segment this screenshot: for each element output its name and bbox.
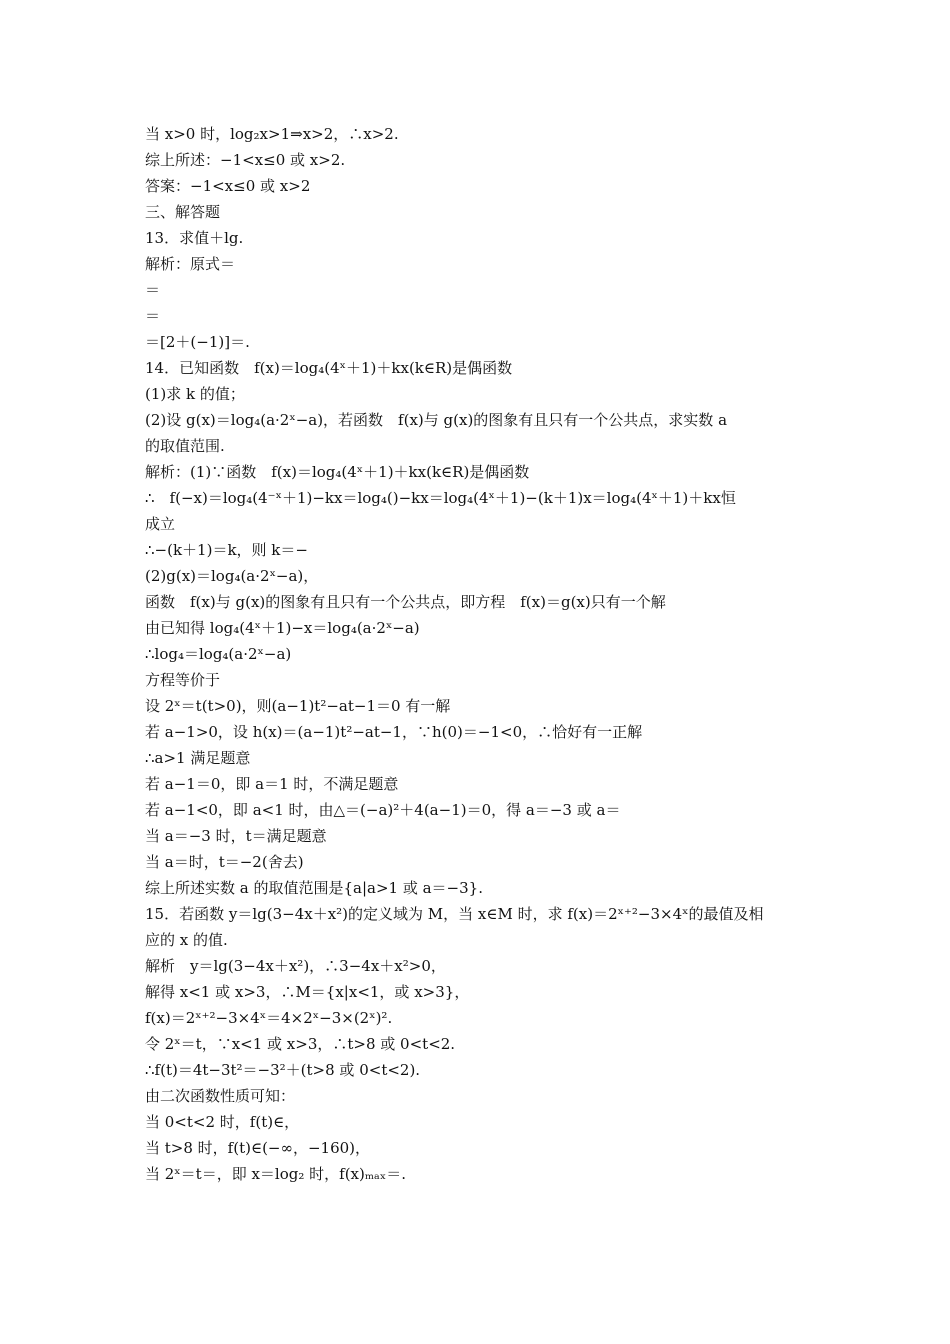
text-line: 15．若函数 y＝lg(3−4x＋x²)的定义域为 M，当 x∈M 时，求 f(x)＝2ˣ⁺²−3×4ˣ的最值及相 (145, 905, 764, 923)
text-line: 当 0<t<2 时，f(t)∈， (145, 1113, 300, 1131)
text-line: 若 a−1>0，设 h(x)＝(a−1)t²−at−1，∵h(0)＝−1<0，∴恰好有一正解 (145, 723, 643, 741)
text-line: 答案：−1<x≤0 或 x>2 (145, 177, 311, 195)
text-line: 令 2ˣ＝t，∵x<1 或 x>3，∴t>8 或 0<t<2. (145, 1035, 456, 1053)
text-line: ∴a>1 满足题意 (145, 749, 251, 767)
text-line: 当 x>0 时，log₂x>1⇒x>2，∴x>2. (145, 125, 399, 143)
text-line: 当 t>8 时，f(t)∈(−∞，−160)， (145, 1139, 371, 1157)
text-line: 解析：原式＝ (145, 255, 236, 273)
text-line: (1)求 k 的值； (145, 385, 245, 403)
text-line: (2)设 g(x)＝log₄(a·2ˣ−a)，若函数 f(x)与 g(x)的图象有且只有一个公共点，求实数 a (145, 411, 728, 429)
text-line: 设 2ˣ＝t(t>0)，则(a−1)t²−at−1＝0 有一解 (145, 697, 451, 715)
text-line: ＝ (145, 307, 161, 325)
text-line: 综上所述实数 a 的取值范围是{a|a>1 或 a＝−3}. (145, 879, 483, 897)
text-line: ∴−(k＋1)＝k，则 k＝− (145, 541, 308, 559)
text-line: ∴log₄＝log₄(a·2ˣ−a) (145, 645, 292, 663)
text-line: 应的 x 的值. (145, 931, 228, 949)
text-line: 解得 x<1 或 x>3，∴M＝{x|x<1，或 x>3}， (145, 983, 470, 1001)
text-line: 函数 f(x)与 g(x)的图象有且只有一个公共点，即方程 f(x)＝g(x)只有一个解 (145, 593, 666, 611)
text-line: 成立 (145, 515, 176, 533)
text-line: ∴ f(−x)＝log₄(4⁻ˣ＋1)−kx＝log₄()−kx＝log₄(4ˣ＋1)−(k＋1)x＝log₄(4ˣ＋1)＋kx恒 (145, 489, 736, 507)
text-line: 当 2ˣ＝t＝，即 x＝log₂ 时，f(x)ₘₐₓ＝. (145, 1165, 406, 1183)
text-line: 由二次函数性质可知： (145, 1087, 296, 1105)
text-line: 当 a＝时，t＝−2(舍去) (145, 853, 304, 871)
document-body (145, 121, 825, 1187)
text-line: ＝[2＋(−1)]＝. (145, 333, 250, 351)
text-line: 当 a＝−3 时，t＝满足题意 (145, 827, 327, 845)
text-line: 若 a−1<0，即 a<1 时，由△＝(−a)²＋4(a−1)＝0，得 a＝−3 或 a＝ (145, 801, 621, 819)
text-line: 14．已知函数 f(x)＝log₄(4ˣ＋1)＋kx(k∈R)是偶函数 (145, 359, 513, 377)
text-line: f(x)＝2ˣ⁺²−3×4ˣ＝4×2ˣ−3×(2ˣ)². (145, 1009, 393, 1027)
text-line: ∴f(t)＝4t−3t²＝−3²＋(t>8 或 0<t<2). (145, 1061, 421, 1079)
text-line: 综上所述：−1<x≤0 或 x>2. (145, 151, 346, 169)
text-line: 解析 y＝lg(3−4x＋x²)，∴3−4x＋x²>0， (145, 957, 446, 975)
text-line: (2)g(x)＝log₄(a·2ˣ−a)， (145, 567, 319, 585)
text-line: 三、解答题 (145, 203, 221, 221)
text-line: ＝ (145, 281, 161, 299)
text-line: 解析：(1)∵函数 f(x)＝log₄(4ˣ＋1)＋kx(k∈R)是偶函数 (145, 463, 530, 481)
text-line: 13．求值＋lg. (145, 229, 244, 247)
text-line: 的取值范围. (145, 437, 225, 455)
text-line: 方程等价于 (145, 671, 221, 689)
text-line: 由已知得 log₄(4ˣ＋1)−x＝log₄(a·2ˣ−a) (145, 619, 420, 637)
text-line: 若 a−1＝0，即 a＝1 时，不满足题意 (145, 775, 399, 793)
